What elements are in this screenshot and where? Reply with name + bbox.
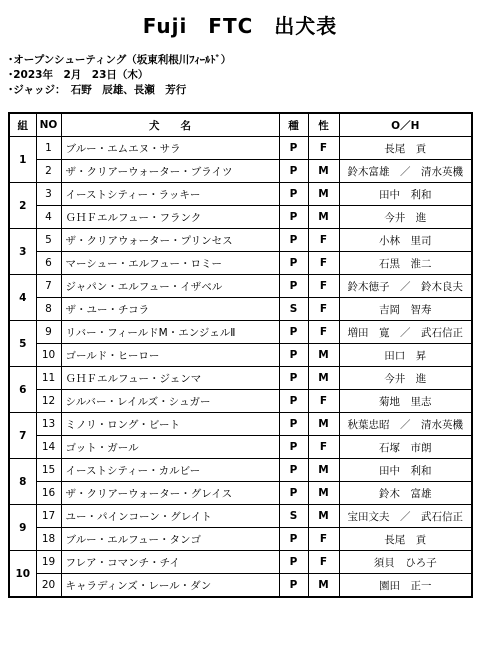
entry-number: 20: [36, 574, 61, 598]
breed-type: S: [279, 298, 308, 321]
table-row: [9, 321, 472, 344]
table-row: [9, 390, 472, 413]
header-sex: 性: [308, 113, 339, 137]
entry-number: 6: [36, 252, 61, 275]
breed-type: P: [279, 275, 308, 298]
table-row: [9, 160, 472, 183]
dog-sex: F: [308, 551, 339, 574]
owner-handler: 園田 正一: [339, 574, 472, 598]
dog-name: ジャパン・エルフュー・イザベル: [61, 275, 279, 298]
breed-type: P: [279, 436, 308, 459]
breed-type: P: [279, 367, 308, 390]
group-number: 8: [9, 459, 36, 505]
table-row: [9, 482, 472, 505]
dog-sex: M: [308, 459, 339, 482]
dog-sex: M: [308, 482, 339, 505]
table-row: [9, 344, 472, 367]
group-number: 3: [9, 229, 36, 275]
group-number: 4: [9, 275, 36, 321]
dog-name: ブルー・エムエヌ・サラ: [61, 137, 279, 160]
table-row: [9, 183, 472, 206]
dog-sex: F: [308, 528, 339, 551]
owner-handler: 今井 進: [339, 367, 472, 390]
owner-handler: 菊地 里志: [339, 390, 472, 413]
breed-type: P: [279, 183, 308, 206]
breed-type: P: [279, 252, 308, 275]
breed-type: P: [279, 551, 308, 574]
dog-sex: M: [308, 206, 339, 229]
table-row: [9, 252, 472, 275]
entry-number: 8: [36, 298, 61, 321]
table-row: [9, 574, 472, 598]
entry-number: 17: [36, 505, 61, 528]
owner-handler: 長尾 貢: [339, 137, 472, 160]
dog-sex: F: [308, 390, 339, 413]
owner-handler: 石黒 淮二: [339, 252, 472, 275]
table-row: [9, 436, 472, 459]
dog-sex: M: [308, 160, 339, 183]
dog-name: ブルー・エルフュー・タンゴ: [61, 528, 279, 551]
owner-handler: 吉岡 智寿: [339, 298, 472, 321]
dog-sex: M: [308, 413, 339, 436]
entry-number: 12: [36, 390, 61, 413]
dog-name: ゴールド・ヒーロー: [61, 344, 279, 367]
entry-number: 16: [36, 482, 61, 505]
dog-name: ユー・パインコーン・グレイト: [61, 505, 279, 528]
dog-sex: F: [308, 436, 339, 459]
entry-number: 10: [36, 344, 61, 367]
table-row: [9, 413, 472, 436]
event-date: ･2023年 2月 23日（木）: [8, 69, 149, 81]
header-owner-handler: O／H: [339, 113, 472, 137]
entry-number: 7: [36, 275, 61, 298]
entry-number: 9: [36, 321, 61, 344]
entry-number: 2: [36, 160, 61, 183]
dog-sex: F: [308, 252, 339, 275]
dog-name: ＧＨＦエルフュー・ジェンマ: [61, 367, 279, 390]
event-name: ･オープンシューティング（坂東利根川ﾌｨｰﾙﾄﾞ）: [8, 54, 232, 66]
owner-handler: 田口 昇: [339, 344, 472, 367]
dog-name: リバー・フィールドM・エンジェルⅡ: [61, 321, 279, 344]
dog-name: ザ・クリアーウォーター・グレイス: [61, 482, 279, 505]
owner-handler: 増田 寛 ／ 武石信正: [339, 321, 472, 344]
owner-handler: 秋葉忠昭 ／ 清水英機: [339, 413, 472, 436]
dog-name: ザ・クリアウォーター・プリンセス: [61, 229, 279, 252]
table-row: [9, 229, 472, 252]
dog-sex: F: [308, 137, 339, 160]
breed-type: P: [279, 206, 308, 229]
owner-handler: 石塚 市朗: [339, 436, 472, 459]
entry-table: [8, 112, 473, 598]
dog-name: ザ・クリアーウォーター・ブライツ: [61, 160, 279, 183]
breed-type: P: [279, 390, 308, 413]
breed-type: P: [279, 160, 308, 183]
table-row: [9, 528, 472, 551]
entry-number: 15: [36, 459, 61, 482]
dog-sex: F: [308, 229, 339, 252]
breed-type: P: [279, 459, 308, 482]
group-number: 10: [9, 551, 36, 598]
dog-name: フレア・コマンチ・チイ: [61, 551, 279, 574]
entry-number: 1: [36, 137, 61, 160]
entry-number: 14: [36, 436, 61, 459]
header-group: 組: [9, 113, 36, 137]
breed-type: P: [279, 344, 308, 367]
dog-name: イーストシティー・ラッキー: [61, 183, 279, 206]
breed-type: P: [279, 137, 308, 160]
dog-sex: M: [308, 183, 339, 206]
entry-number: 18: [36, 528, 61, 551]
dog-name: ミノリ・ロング・ビート: [61, 413, 279, 436]
dog-name: マーシュー・エルフュー・ロミー: [61, 252, 279, 275]
breed-type: P: [279, 574, 308, 598]
breed-type: P: [279, 321, 308, 344]
dog-sex: F: [308, 298, 339, 321]
breed-type: P: [279, 528, 308, 551]
dog-name: イーストシティー・カルビー: [61, 459, 279, 482]
header-dog-name: 犬 名: [61, 113, 279, 137]
owner-handler: 長尾 貢: [339, 528, 472, 551]
entry-number: 11: [36, 367, 61, 390]
owner-handler: 田中 利和: [339, 459, 472, 482]
dog-sex: F: [308, 275, 339, 298]
dog-name: ザ・ユー・チコラ: [61, 298, 279, 321]
group-number: 2: [9, 183, 36, 229]
table-row: [9, 505, 472, 528]
entry-number: 4: [36, 206, 61, 229]
header-no: NO: [36, 113, 61, 137]
dog-sex: M: [308, 367, 339, 390]
breed-type: P: [279, 482, 308, 505]
dog-name: ゴット・ガール: [61, 436, 279, 459]
page-title: Fuji FTC 出犬表: [142, 14, 338, 38]
table-row: [9, 275, 472, 298]
dog-sex: M: [308, 505, 339, 528]
owner-handler: 田中 利和: [339, 183, 472, 206]
breed-type: S: [279, 505, 308, 528]
dog-sex: M: [308, 574, 339, 598]
group-number: 9: [9, 505, 36, 551]
table-row: [9, 137, 472, 160]
group-number: 7: [9, 413, 36, 459]
breed-type: P: [279, 229, 308, 252]
owner-handler: 鈴木徳子 ／ 鈴木良夫: [339, 275, 472, 298]
owner-handler: 鈴木富雄 ／ 清水英機: [339, 160, 472, 183]
header-row: [9, 113, 472, 137]
entry-number: 3: [36, 183, 61, 206]
table-row: [9, 459, 472, 482]
group-number: 6: [9, 367, 36, 413]
table-row: [9, 551, 472, 574]
dog-sex: F: [308, 321, 339, 344]
owner-handler: 須貝 ひろ子: [339, 551, 472, 574]
header-type: 種: [279, 113, 308, 137]
dog-sex: M: [308, 344, 339, 367]
owner-handler: 鈴木 富雄: [339, 482, 472, 505]
group-number: 1: [9, 137, 36, 183]
dog-name: シルバー・レイルズ・シュガー: [61, 390, 279, 413]
entry-number: 13: [36, 413, 61, 436]
dog-name: ＧＨＦエルフュー・フランク: [61, 206, 279, 229]
judges: ･ジャッジ： 石野 辰雄、長瀬 芳行: [8, 84, 187, 96]
entry-number: 5: [36, 229, 61, 252]
group-number: 5: [9, 321, 36, 367]
owner-handler: 宝田文夫 ／ 武石信正: [339, 505, 472, 528]
table-row: [9, 298, 472, 321]
entry-number: 19: [36, 551, 61, 574]
table-row: [9, 367, 472, 390]
dog-name: キャラディンズ・レール・ダン: [61, 574, 279, 598]
breed-type: P: [279, 413, 308, 436]
owner-handler: 小林 里司: [339, 229, 472, 252]
owner-handler: 今井 進: [339, 206, 472, 229]
table-row: [9, 206, 472, 229]
